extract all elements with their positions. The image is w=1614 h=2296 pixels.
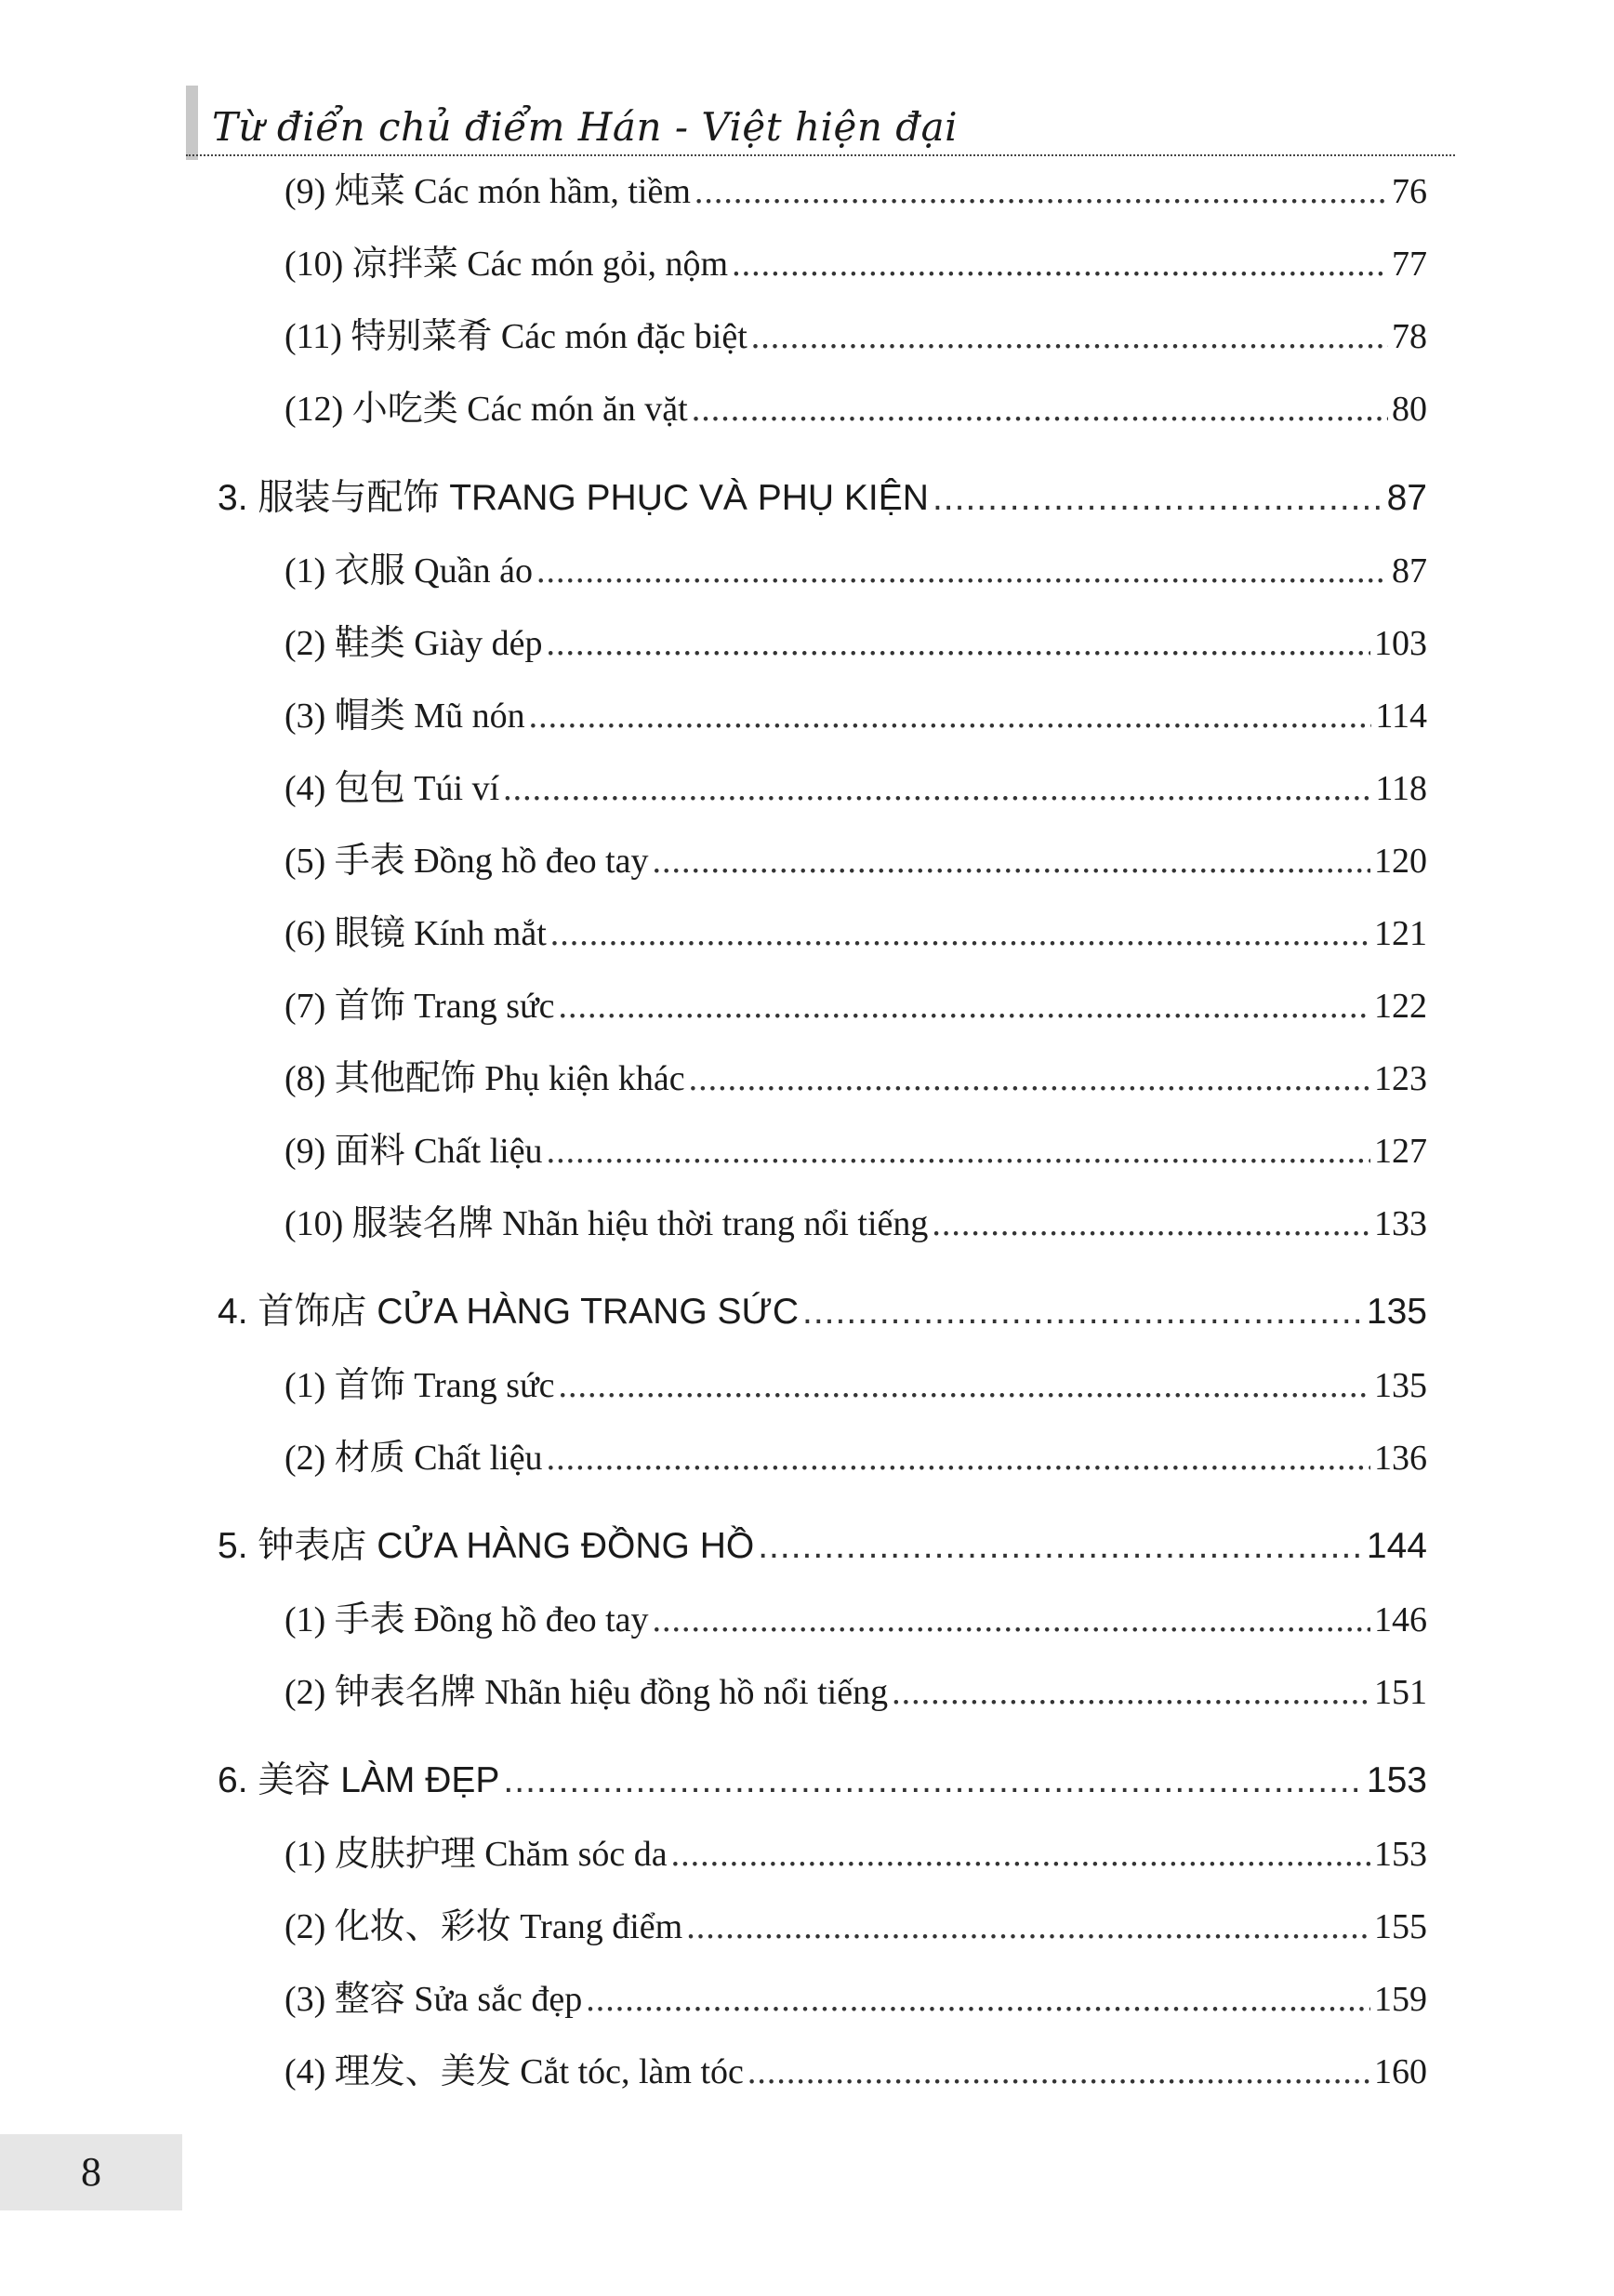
toc-entry[interactable] bbox=[284, 980, 1427, 1032]
toc-entry-page: 127 bbox=[1374, 1132, 1427, 1171]
toc-entry-label: (3) 帽类 Mũ nón bbox=[284, 697, 525, 736]
toc-entry[interactable] bbox=[284, 763, 1427, 815]
book-title: Từ điển chủ điểm Hán - Việt hiện đại bbox=[212, 104, 959, 150]
toc-entry[interactable] bbox=[284, 908, 1427, 960]
toc-entry-page: 78 bbox=[1392, 317, 1427, 356]
toc-entry-label: (1) 衣服 Quần áo bbox=[284, 551, 533, 591]
toc-entry[interactable] bbox=[284, 835, 1427, 887]
toc-entry[interactable] bbox=[284, 1053, 1427, 1105]
toc-entry-label: (9) 炖菜 Các món hầm, tiềm bbox=[284, 172, 691, 211]
dot-leader bbox=[586, 1973, 1370, 2025]
dot-leader bbox=[732, 238, 1388, 290]
header-divider bbox=[186, 154, 1455, 156]
dot-leader bbox=[692, 383, 1388, 435]
toc-entry-page: 118 bbox=[1375, 769, 1427, 808]
toc-entry-label: (7) 首饰 Trang sức bbox=[284, 987, 555, 1026]
toc-entry[interactable] bbox=[284, 238, 1427, 290]
toc-section[interactable] bbox=[218, 1520, 1427, 1573]
toc-section[interactable] bbox=[218, 472, 1427, 524]
toc-entry-label: (12) 小吃类 Các món ăn vặt bbox=[284, 390, 688, 429]
dot-leader bbox=[802, 1286, 1363, 1338]
toc-section-page: 153 bbox=[1366, 1760, 1427, 1800]
header-accent-bar bbox=[186, 86, 198, 160]
toc-entry-label: (4) 包包 Túi ví bbox=[284, 769, 500, 808]
dot-leader bbox=[558, 1360, 1370, 1412]
dot-leader bbox=[686, 1901, 1370, 1953]
toc-entry[interactable] bbox=[284, 1828, 1427, 1880]
dot-leader bbox=[892, 1666, 1370, 1719]
toc-entry-label: (5) 手表 Đồng hồ đeo tay bbox=[284, 842, 649, 881]
toc-entry[interactable] bbox=[284, 617, 1427, 670]
toc-section[interactable] bbox=[218, 1755, 1427, 1807]
toc-entry-page: 76 bbox=[1392, 172, 1427, 211]
toc-entry-page: 114 bbox=[1375, 697, 1427, 736]
toc-section-label: 3. 服装与配饰 TRANG PHỤC VÀ PHỤ KIỆN bbox=[218, 478, 929, 518]
dot-leader bbox=[747, 2046, 1370, 2098]
toc-entry-label: (4) 理发、美发 Cắt tóc, làm tóc bbox=[284, 2052, 744, 2091]
toc-entry[interactable] bbox=[284, 166, 1427, 218]
toc-section[interactable] bbox=[218, 1286, 1427, 1338]
toc-entry-label: (2) 材质 Chất liệu bbox=[284, 1439, 543, 1478]
toc-entry-label: (10) 服装名牌 Nhãn hiệu thời trang nổi tiếng bbox=[284, 1204, 929, 1243]
toc-entry[interactable] bbox=[284, 1973, 1427, 2025]
toc-entry-page: 136 bbox=[1374, 1439, 1427, 1478]
toc-entry-page: 122 bbox=[1374, 987, 1427, 1026]
dot-leader bbox=[695, 166, 1388, 218]
toc-section-label: 5. 钟表店 CỬA HÀNG ĐỒNG HỒ bbox=[218, 1526, 755, 1566]
dot-leader bbox=[653, 1594, 1370, 1646]
toc-entry[interactable] bbox=[284, 1432, 1427, 1484]
dot-leader bbox=[529, 690, 1372, 742]
toc-section-page: 135 bbox=[1366, 1292, 1427, 1332]
dot-leader bbox=[503, 1755, 1363, 1807]
toc-entry-label: (2) 钟表名牌 Nhãn hiệu đồng hồ nổi tiếng bbox=[284, 1673, 889, 1712]
toc-entry-label: (1) 皮肤护理 Chăm sóc da bbox=[284, 1835, 668, 1874]
toc-entry-label: (9) 面料 Chất liệu bbox=[284, 1132, 543, 1171]
toc-entry-label: (2) 鞋类 Giày dép bbox=[284, 624, 543, 663]
dot-leader bbox=[547, 617, 1370, 670]
dot-leader bbox=[689, 1053, 1370, 1105]
dot-leader bbox=[536, 545, 1388, 597]
toc-entry-label: (8) 其他配饰 Phụ kiện khác bbox=[284, 1059, 685, 1098]
page-number: 8 bbox=[81, 2149, 101, 2195]
toc-entry-page: 77 bbox=[1392, 245, 1427, 284]
dot-leader bbox=[550, 908, 1370, 960]
toc-entry[interactable] bbox=[284, 1594, 1427, 1646]
toc-entry[interactable] bbox=[284, 690, 1427, 742]
toc-entry[interactable] bbox=[284, 1360, 1427, 1412]
dot-leader bbox=[547, 1432, 1370, 1484]
toc-entry-label: (1) 首饰 Trang sức bbox=[284, 1366, 555, 1405]
toc-entry[interactable] bbox=[284, 1198, 1427, 1250]
toc-entry-page: 160 bbox=[1374, 2052, 1427, 2091]
toc-entry-page: 103 bbox=[1374, 624, 1427, 663]
toc-section-page: 87 bbox=[1386, 478, 1427, 518]
toc-entry-label: (1) 手表 Đồng hồ đeo tay bbox=[284, 1600, 649, 1639]
toc-entry[interactable] bbox=[284, 2046, 1427, 2098]
toc-entry-page: 159 bbox=[1374, 1980, 1427, 2019]
toc-entry[interactable] bbox=[284, 545, 1427, 597]
toc-entry-page: 135 bbox=[1374, 1366, 1427, 1405]
toc-entry-page: 87 bbox=[1392, 551, 1427, 591]
toc-section-label: 4. 首饰店 CỬA HÀNG TRANG SỨC bbox=[218, 1292, 799, 1332]
toc-entry-label: (2) 化妆、彩妆 Trang điểm bbox=[284, 1907, 683, 1946]
toc-entry-page: 80 bbox=[1392, 390, 1427, 429]
dot-leader bbox=[558, 980, 1370, 1032]
toc-entry[interactable] bbox=[284, 311, 1427, 363]
toc-entry-page: 153 bbox=[1374, 1835, 1427, 1874]
toc-entry-page: 151 bbox=[1374, 1673, 1427, 1712]
toc-section-label: 6. 美容 LÀM ĐẸP bbox=[218, 1760, 500, 1800]
toc-entry-page: 146 bbox=[1374, 1600, 1427, 1639]
dot-leader bbox=[653, 835, 1370, 887]
toc-entry-label: (10) 凉拌菜 Các món gỏi, nộm bbox=[284, 245, 729, 284]
dot-leader bbox=[933, 472, 1383, 524]
dot-leader bbox=[751, 311, 1388, 363]
toc-entry[interactable] bbox=[284, 1666, 1427, 1719]
dot-leader bbox=[758, 1520, 1363, 1573]
dot-leader bbox=[547, 1125, 1370, 1177]
dot-leader bbox=[932, 1198, 1370, 1250]
toc-entry[interactable] bbox=[284, 383, 1427, 435]
toc-entry-page: 123 bbox=[1374, 1059, 1427, 1098]
toc-section-page: 144 bbox=[1366, 1526, 1427, 1566]
dot-leader bbox=[671, 1828, 1370, 1880]
toc-entry[interactable] bbox=[284, 1125, 1427, 1177]
toc-entry-page: 120 bbox=[1374, 842, 1427, 881]
page-number-box bbox=[0, 2134, 182, 2210]
dot-leader bbox=[503, 763, 1371, 815]
page-header bbox=[186, 86, 1455, 160]
toc-entry-page: 121 bbox=[1374, 914, 1427, 953]
toc-entry[interactable] bbox=[284, 1901, 1427, 1953]
toc-entry-label: (3) 整容 Sửa sắc đẹp bbox=[284, 1980, 583, 2019]
toc-entry-page: 155 bbox=[1374, 1907, 1427, 1946]
toc-entry-label: (11) 特别菜肴 Các món đặc biệt bbox=[284, 317, 747, 356]
toc-entry-page: 133 bbox=[1374, 1204, 1427, 1243]
toc-entry-label: (6) 眼镜 Kính mắt bbox=[284, 914, 547, 953]
